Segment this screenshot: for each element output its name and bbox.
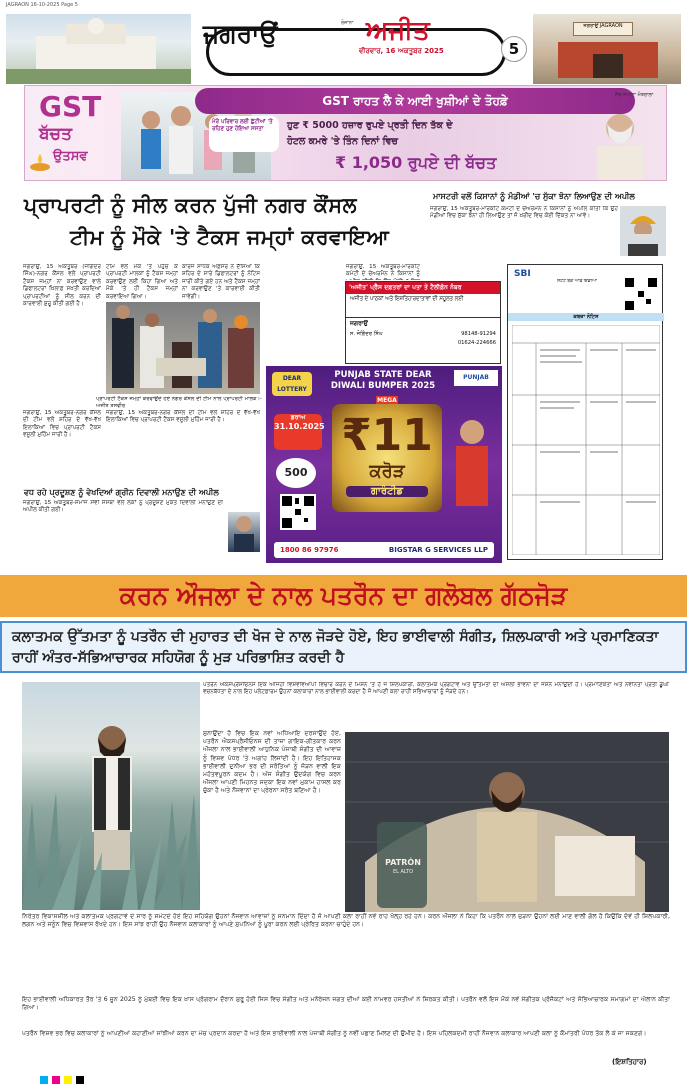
lottery-prize-number: ₹11 bbox=[341, 410, 433, 461]
story-column-1: ਜਗਰਾਉਂ, 15 ਅਕਤੂਬਰ (ਜੋਗਿੰਦਰ ਸਿੰਘ)-ਨਗਰ ਕੌਂਸਲ ਵਲੋਂ ਪ੍ਰਾਪਰਟੀ ਟੈਕਸ ਜਮ੍ਹਾਂ ਨਾ ਕਰਵਾਉਣ ਵਾਲੇ ਡਿਫਾਲਟਰਾਂ ਖ਼ਿਲਾਫ਼ ਸਖ਼ਤੀ ਕਰਦਿਆਂ ਪ੍ਰਾਪਰਟੀਆਂ ਨੂੰ ਸੀਲ ਕਰਨ ਦੀ ਕਾਰਵਾਈ ਸ਼ੁਰੂ ਕੀਤੀ ਗਈ ਹੈ। bbox=[23, 264, 101, 308]
lottery-draw-date-box bbox=[274, 414, 325, 450]
masthead bbox=[6, 14, 681, 84]
lottery-ticket-price: 500 bbox=[276, 458, 316, 488]
print-color-marks bbox=[40, 1076, 100, 1084]
advertisement-tag: (ਇਸ਼ਤਿਹਾਰ) bbox=[612, 1058, 647, 1066]
sbi-subtitle: ਸਟੇਟ ਬੈਂਕ ਆਫ਼ ਇੰਡੀਆ bbox=[557, 279, 597, 284]
lottery-draw-date: 31.10.2025 bbox=[274, 422, 325, 431]
gst-ad-sub1: ਬੱਚਤ bbox=[39, 124, 72, 144]
feature-lower-text: ਨਿਰੰਤਰ ਵਿਕਾਸਸ਼ੀਲ ਅਤੇ ਕਲਾਤਮਕ ਪ੍ਰਗਟਾਵੇ ਦੇ ਸਾਰ ਨੂੰ ਸਮੇਟਦੇ ਹੋਏ ਇਹ ਸਹਿਯੋਗ ਉਹਨਾਂ ਨੌਜਵਾਨ ਆਵਾਜ਼ਾਂ ਨੂੰ ਸਨਮਾਨ ਦਿੰਦਾ ਹੈ ਜੋ ਆਪਣੀ ਕਲਾ ਰਾਹੀਂ ਨਵੇਂ ਰਾਹ ਖੋਲ੍ਹ ਰਹੇ ਹਨ। ਕਰਨ ਔਜਲਾ ਨੇ ਕਿਹਾ ਕਿ ਪਤਰੌਨ ਨਾਲ ਜੁੜਨਾ ਉਹਨਾਂ ਲਈ ਮਾਣ ਵਾਲੀ ਗੱਲ ਹੈ ਕਿਉਂਕਿ ਦੋਵੇਂ ਹੀ ਸ਼ਿਲਪਕਾਰੀ, ਲਗਨ ਅਤੇ ਜਨੂੰਨ ਵਿਚ ਵਿਸ਼ਵਾਸ ਰੱਖਦੇ ਹਨ। ਇਸ ਸਾਂਝ ਰਾਹੀਂ ਉਹ ਨੌਜਵਾਨ ਕਲਾਕਾਰਾਂ ਨੂੰ ਆਪਣੇ ਸੁਪਨਿਆਂ ਨੂੰ ਪੂਰਾ ਕਰਨ ਲਈ ਪ੍ਰੇਰਿਤ ਕਰਨਾ ਚਾਹੁੰਦੇ ਹਨ। bbox=[22, 913, 670, 929]
misc-news-text: ਜਗਰਾਉਂ, 15 ਅਕਤੂਬਰ-ਮਾਰਕੀਟ ਕਮੇਟੀ ਦੇ ਚੇਅਰਮੈਨ ਨੇ ਕਿਸਾਨਾਂ ਨੂੰ bbox=[346, 264, 420, 278]
gst-ad-banner-text: GST ਰਾਹਤ ਲੈ ਕੇ ਆਈ ਖੁਸ਼ੀਆਂ ਦੇ ਤੋਹਫ਼ੇ bbox=[322, 94, 508, 108]
sbi-logo: SBI bbox=[514, 269, 531, 279]
lottery-qr-code bbox=[280, 494, 316, 530]
ajit-notice-phone2: 01624-224666 bbox=[457, 340, 496, 346]
masthead-right-sign: ਜਗਰਾਉਂ JAGRAON bbox=[573, 22, 633, 36]
ajit-office-notice bbox=[345, 281, 501, 364]
feature-intro-text: ਪਤਰੌਨ ਐਕਸਪ੍ਰੈਸੀਓਨਸ ਇਕ ਅਜਿਹੀ ਵਿਸ਼ਵਵਿਆਪੀ ਵਿਚਾਰ ਕਰਨ ਦੇ ਮਿਸ਼ਨ 'ਤੇ ਹੈ ਜੋ ਸ਼ਿਲਪਕਾਰੀ, ਕਲਾਤਮਕ ਪ੍ਰਗਟਾਵੇ ਅਤੇ ਉੱਤਮਤਾ ਦੀ ਅਸਲੀ ਭਾਵਨਾ ਦਾ ਜਸ਼ਨ ਮਨਾਉਂਦੀ ਹੈ। ਪ੍ਰਮਾਣਿਕਤਾ ਅਤੇ ਨਵੀਨਤਾ ਪ੍ਰਤੀ ਡੂੰਘੀ ਵਚਨਬੱਧਤਾ ਦੇ ਨਾਲ ਇਹ ਪਲੇਟਫ਼ਾਰਮ ਉਹਨਾਂ ਕਲਾਕਾਰਾਂ ਨਾਲ ਭਾਈਵਾਲੀ ਕਰਦਾ ਹੈ ਜੋ ਆਪਣੀ ਕਲਾ ਰਾਹੀਂ ਸਭਿਆਚਾਰਾਂ ਨੂੰ ਜੋੜਦੇ ਹਨ। bbox=[203, 682, 669, 696]
diya-icon bbox=[29, 152, 51, 172]
gst-ad-bubble: ਮੇਰੇ ਪਰਿਵਾਰ ਲਈ ਛੁੱਟੀਆਂ 'ਤੇ ਰਹਿਣ ਹੁਣ ਹੋਇਆ ਸਸਤਾ bbox=[209, 116, 279, 152]
leader-portrait bbox=[585, 106, 655, 181]
page-number: 5 bbox=[501, 36, 527, 62]
right-story-headline: ਮਾਸਟਰੀ ਵਲੋਂ ਕਿਸਾਨਾਂ ਨੂੰ ਮੰਡੀਆਂ 'ਚ ਸੁੱਕਾ ਝੋਨਾ ਲਿਆਉਣ ਦੀ ਅਪੀਲ bbox=[433, 192, 635, 201]
story-lower-col2: ਜਗਰਾਉਂ, 15 ਅਕਤੂਬਰ-ਨਗਰ ਕੌਂਸਲ ਦੀ ਟੀਮ ਵਲੋਂ ਸ਼ਹਿਰ ਦੇ ਵੱਖ-ਵੱਖ ਇਲਾਕਿਆਂ ਵਿਚ ਪ੍ਰਾਪਰਟੀ ਟੈਕਸ ਵਸੂਲੀ ਮੁਹਿੰਮ ਜਾਰੀ ਹੈ। bbox=[106, 410, 260, 424]
person-portrait bbox=[228, 512, 260, 552]
ajit-notice-contact1: ਸ. ਜੋਗਿੰਦਰ ਸਿੰਘ bbox=[350, 331, 383, 337]
green-diwali-text: ਜਗਰਾਉਂ, 15 ਅਕਤੂਬਰ-ਸਮਾਜ ਸੇਵੀ ਸੰਸਥਾ ਵਲੋਂ ਲੋਕਾਂ ਨੂੰ ਪ੍ਰਦੂਸ਼ਣ ਮੁਕਤ ਦਿਵਾਲੀ ਮਨਾਉਣ ਦੀ ਅਪੀਲ ਕੀਤੀ ਗਈ। bbox=[23, 500, 223, 514]
feature-photo-interior bbox=[345, 732, 669, 912]
sbi-table bbox=[512, 325, 660, 555]
masthead-paper-sub: ਰੋਜ਼ਾਨਾ bbox=[341, 20, 354, 26]
main-headline-line2: ਟੀਮ ਨੂੰ ਮੌਕੇ 'ਤੇ ਟੈਕਸ ਜਮ੍ਹਾਂ ਕਰਵਾਇਆ bbox=[70, 225, 390, 249]
story-photo-caption: ਪ੍ਰਾਪਰਟੀ ਟੈਕਸ ਜਮ੍ਹਾਂ ਕਰਵਾਉਂਦੇ ਹੋਏ ਨਗਰ ਕੌਂਸਲ ਦੀ ਟੀਮ ਨਾਲ ਪ੍ਰਾਪਰਟੀ ਮਾਲਕ।-ਅਜੀਤ ਤਸਵੀਰ bbox=[96, 396, 262, 410]
sbi-title: ਕਬਜ਼ਾ ਨੋਟਿਸ bbox=[508, 313, 664, 321]
sbi-possession-notice bbox=[507, 264, 663, 560]
lottery-title: PUNJAB STATE DEAR DIWALI BUMPER 2025 bbox=[330, 370, 436, 391]
feature-mid-column: ਸੁਨਾਉਂਦਾ ਹੈ ਵਿਚ ਇਕ ਨਵਾਂ ਅਧਿਆਇ ਦਰਸਾਉਂਦੇ ਹੋਏ, ਪਤਰੌਨ ਐਕਸਪ੍ਰੈਸੀਓਨਸ ਦੀ ਤਾਜ਼ਾ ਗਾਇਕ-ਗੀਤਕਾਰ ਕਰਨ ਔਜਲਾ ਨਾਲ ਭਾਈਵਾਲੀ ਆਧੁਨਿਕ ਪੰਜਾਬੀ ਸੰਗੀਤ ਦੀ ਆਵਾਜ਼ ਨੂੰ ਵਿਸ਼ਵ ਪੱਧਰ 'ਤੇ ਅਗਾਂਹ ਲਿਜਾਂਦੀ ਹੈ। ਇਹ ਇਤਿਹਾਸਕ ਭਾਈਵਾਲੀ ਦੁਨੀਆ ਭਰ ਦੀ ਸਰੋਤਿਆਂ ਨੂੰ ਜੋੜਨ ਵਾਲੀ ਇਕ ਮਹੱਤਵਪੂਰਨ ਕਦਮ ਹੈ। ਅੱਜ ਸੰਗੀਤ ਉਦਯੋਗ ਵਿਚ ਕਰਨ ਔਜਲਾ ਆਪਣੀ ਮਿਹਨਤ ਸਦਕਾ ਇਕ ਨਵਾਂ ਮੁਕਾਮ ਹਾਸਲ ਕਰ ਚੁੱਕਾ ਹੈ ਅਤੇ ਨੌਜਵਾਨਾਂ ਦਾ ਪ੍ਰੇਰਨਾ ਸਰੋਤ ਬਣਿਆ ਹੈ। bbox=[203, 730, 341, 795]
ajit-notice-city: ਜਗਰਾਉਂ bbox=[350, 320, 368, 327]
feature-tagline: ਕਲਾਤਮਕ ਉੱਤਮਤਾ ਨੂੰ ਪਤਰੌਨ ਦੀ ਮੁਹਾਰਤ ਦੀ ਖੋਜ ਦੇ ਨਾਲ ਜੋੜਦੇ ਹੋਏ, ਇਹ ਭਾਈਵਾਲੀ ਸੰਗੀਤ, ਸ਼ਿਲਪਕਾਰੀ ਅਤੇ ਪ੍ਰਮਾਣਿਕਤਾ ਰਾਹੀਂ ਅੰਤਰ-ਸੱਭਿਆਚਾਰਕ ਸਹਿਯੋਗ ਨੂੰ ਮੁੜ ਪਰਿਭਾਸ਼ਿਤ ਕਰਦੀ ਹੈ bbox=[12, 629, 659, 666]
masthead-right-photo bbox=[533, 14, 681, 84]
gst-ad-saving: ₹ 1,050 ਰੁਪਏ ਦੀ ਬੱਚਤ bbox=[335, 153, 497, 172]
gst-ad-line2: ਹੋਟਲ ਕਮਰੇ 'ਤੇ ਤਿੰਨ ਦਿਨਾਂ ਵਿਚ bbox=[287, 136, 398, 147]
lottery-advertisement bbox=[266, 366, 502, 563]
ajit-notice-title: 'ਅਜੀਤ' ਪ੍ਰੈੱਸ ਦਫ਼ਤਰਾਂ ਦਾ ਪਤਾ ਤੇ ਟੈਲੀਫ਼ੋਨ ਨੰਬਰ bbox=[346, 282, 500, 294]
lottery-seller: BIGSTAR G SERVICES LLP bbox=[388, 546, 488, 554]
lottery-draw-label: ਡਰਾਅ bbox=[290, 414, 306, 421]
feature-tagline-box bbox=[0, 621, 687, 673]
gst-advertisement bbox=[24, 85, 667, 181]
print-info: JAGRAON 16-10-2025 Page 5 bbox=[6, 2, 78, 8]
palace-illustration bbox=[6, 14, 191, 84]
lottery-phone: 1800 86 97976 bbox=[280, 546, 339, 554]
masthead-paper-title: ਅਜੀਤ bbox=[366, 16, 430, 46]
sub-headline-green-diwali: ਵਧ ਰਹੇ ਪ੍ਰਦੂਸ਼ਣ ਨੂੰ ਵੇਖਦਿਆਂ ਗ੍ਰੀਨ ਦਿਵਾਲੀ ਮਨਾਉਣ ਦੀ ਅਪੀਲ bbox=[24, 488, 219, 497]
gst-ad-banner bbox=[195, 88, 635, 114]
feature-photo-field bbox=[22, 682, 200, 910]
lottery-prize-panel bbox=[332, 404, 442, 512]
masthead-city: ਜਗਰਾਉਂ bbox=[203, 19, 278, 48]
lottery-person-figure bbox=[446, 406, 498, 516]
patron-logo-sub: EL ALTO bbox=[392, 869, 414, 875]
feature-lower-text-3: ਪਤਰੌਨ ਵਿਸ਼ਵ ਭਰ ਵਿਚ ਕਲਾਕਾਰਾਂ ਨੂੰ ਆਪਣੀਆਂ ਕਹਾਣੀਆਂ ਸਾਂਝੀਆਂ ਕਰਨ ਦਾ ਮੰਚ ਪ੍ਰਦਾਨ ਕਰਦਾ ਹੈ ਅਤੇ ਇਸ ਭਾਈਵਾਲੀ ਨਾਲ ਪੰਜਾਬੀ ਸੰਗੀਤ ਨੂੰ ਨਵੀਂ ਪਛਾਣ ਮਿਲਣ ਦੀ ਉਮੀਦ ਹੈ। ਇਸ ਪਹਿਲਕਦਮੀ ਰਾਹੀਂ ਨੌਜਵਾਨ ਕਲਾਕਾਰ ਆਪਣੀ ਕਲਾ ਨੂੰ ਕੌਮਾਂਤਰੀ ਪੱਧਰ ਤੱਕ ਲੈ ਕੇ ਜਾ ਸਕਣਗੇ। bbox=[22, 1030, 647, 1037]
masthead-date: ਵੀਰਵਾਰ, 16 ਅਕਤੂਬਰ 2025 bbox=[359, 47, 444, 55]
gst-ad-sub2: ਉਤਸਵ bbox=[53, 149, 88, 164]
gst-ad-line1: ਹੁਣ ₹ 5000 ਹਜ਼ਾਰ ਰੁਪਏ ਪ੍ਰਤੀ ਦਿਨ ਤੱਕ ਦੇ bbox=[287, 120, 453, 131]
lottery-mega-badge: MEGA bbox=[377, 397, 397, 404]
feature-title: ਕਰਨ ਔਜਲਾ ਦੇ ਨਾਲ ਪਤਰੌਨ ਦਾ ਗਲੋਬਲ ਗੱਠਜੋੜ bbox=[119, 581, 568, 610]
story-lower-col1: ਜਗਰਾਉਂ, 15 ਅਕਤੂਬਰ-ਨਗਰ ਕੌਂਸਲ ਦੀ ਟੀਮ ਵਲੋਂ ਸ਼ਹਿਰ ਦੇ ਵੱਖ-ਵੱਖ ਇਲਾਕਿਆਂ ਵਿਚ ਪ੍ਰਾਪਰਟੀ ਟੈਕਸ ਵਸੂਲੀ ਮੁਹਿੰਮ ਜਾਰੀ ਹੈ। bbox=[23, 410, 101, 439]
ajit-notice-phone1: 98148-91294 bbox=[461, 331, 496, 337]
story-photo bbox=[106, 302, 260, 394]
masthead-center bbox=[191, 14, 533, 84]
right-story-portrait bbox=[620, 206, 666, 256]
lottery-prize-sub: ਗਾਰੰਟੀਡ bbox=[346, 486, 428, 497]
story-column-2: ਟੀਮ ਵਲੋਂ ਮੌਕੇ 'ਤੇ ਪਹੁੰਚ ਕੇ ਪ੍ਰਾਪਰਟੀ ਮਾਲਕਾਂ ਨੂੰ ਟੈਕਸ ਜਮ੍ਹਾਂ ਕਰਵਾਉਣ ਲਈ ਕਿਹਾ ਗਿਆ ਅਤੇ ਮੌਕੇ 'ਤੇ ਹੀ ਟੈਕਸ ਜਮ੍ਹਾਂ ਕਰਵਾਇਆ ਗਿਆ। bbox=[106, 264, 178, 300]
sbi-qr-code bbox=[624, 277, 658, 311]
punjab-logo: PUNJAB bbox=[454, 370, 498, 386]
gst-ad-ministry: ਸੈਰ-ਸਪਾਟਾ ਮੰਤਰਾਲਾ bbox=[615, 92, 654, 98]
gst-ad-title: GST bbox=[39, 90, 102, 123]
feature-lower-text-2: ਇਹ ਭਾਈਵਾਲੀ ਅਧਿਕਾਰਤ ਤੌਰ 'ਤੇ 6 ਜੂਨ 2025 ਨੂੰ ਮੁੰਬਈ ਵਿਚ ਇਕ ਖ਼ਾਸ ਪ੍ਰੋਗਰਾਮ ਦੌਰਾਨ ਸ਼ੁਰੂ ਹੋਈ ਜਿਸ ਵਿਚ ਸੰਗੀਤ ਅਤੇ ਮਨੋਰੰਜਨ ਜਗਤ ਦੀਆਂ ਕਈ ਨਾਮਵਰ ਹਸਤੀਆਂ ਨੇ ਸ਼ਿਰਕਤ ਕੀਤੀ। ਪਤਰੌਨ ਵਲੋਂ ਇਸ ਮੌਕੇ ਨਵੇਂ ਸੰਗੀਤਕ ਪ੍ਰੋਜੈਕਟਾਂ ਅਤੇ ਸੱਭਿਆਚਾਰਕ ਸਮਾਗਮਾਂ ਦਾ ਐਲਾਨ ਕੀਤਾ ਗਿਆ। bbox=[22, 996, 670, 1012]
main-headline-line1: ਪ੍ਰਾਪਰਟੀ ਨੂੰ ਸੀਲ ਕਰਨ ਪੁੱਜੀ ਨਗਰ ਕੌਂਸਲ bbox=[24, 193, 357, 217]
story-column-3: ਕਾਰਜ ਸਾਧਕ ਅਫ਼ਸਰ ਨੇ ਦੱਸਿਆ ਕਿ ਸ਼ਹਿਰ ਦੇ ਸਾਰੇ ਡਿਫਾਲਟਰਾਂ ਨੂੰ ਨੋਟਿਸ ਜਾਰੀ ਕੀਤੇ ਗਏ ਹਨ ਅਤੇ ਟੈਕਸ ਜਮ੍ਹਾਂ ਨਾ ਕਰਵਾਉਣ 'ਤੇ ਕਾਰਵਾਈ ਕੀਤੀ ਜਾਵੇਗੀ। bbox=[182, 264, 260, 300]
feature-title-bar bbox=[0, 575, 687, 617]
ajit-notice-line1: ਅਜੀਤ ਦੇ ਪਾਠਕਾਂ ਅਤੇ ਇਸ਼ਤਿਹਾਰਦਾਤਾਵਾਂ ਦੀ ਸਹੂਲਤ ਲਈ bbox=[346, 294, 500, 318]
lottery-prize-word: ਕਰੋੜ bbox=[369, 461, 405, 482]
right-story-body: ਜਗਰਾਉਂ, 15 ਅਕਤੂਬਰ-ਮਾਰਕੀਟ ਕਮੇਟੀ ਦੇ ਚੇਅਰਮੈਨ ਨੇ ਕਿਸਾਨਾਂ ਨੂੰ ਅਪੀਲ ਕੀਤੀ ਕਿ ਉਹ ਮੰਡੀਆਂ ਵਿਚ ਸੁੱਕਾ ਝੋਨਾ ਹੀ ਲਿਆਉਣ ਤਾਂ ਜੋ ਖ਼ਰੀਦ ਵਿਚ ਕੋਈ ਦਿੱਕਤ ਨਾ ਆਵੇ। bbox=[430, 206, 618, 220]
lottery-brand: DEAR LOTTERY bbox=[272, 372, 312, 396]
patron-logo: PATRÓN bbox=[385, 858, 421, 867]
masthead-left-photo bbox=[6, 14, 191, 84]
